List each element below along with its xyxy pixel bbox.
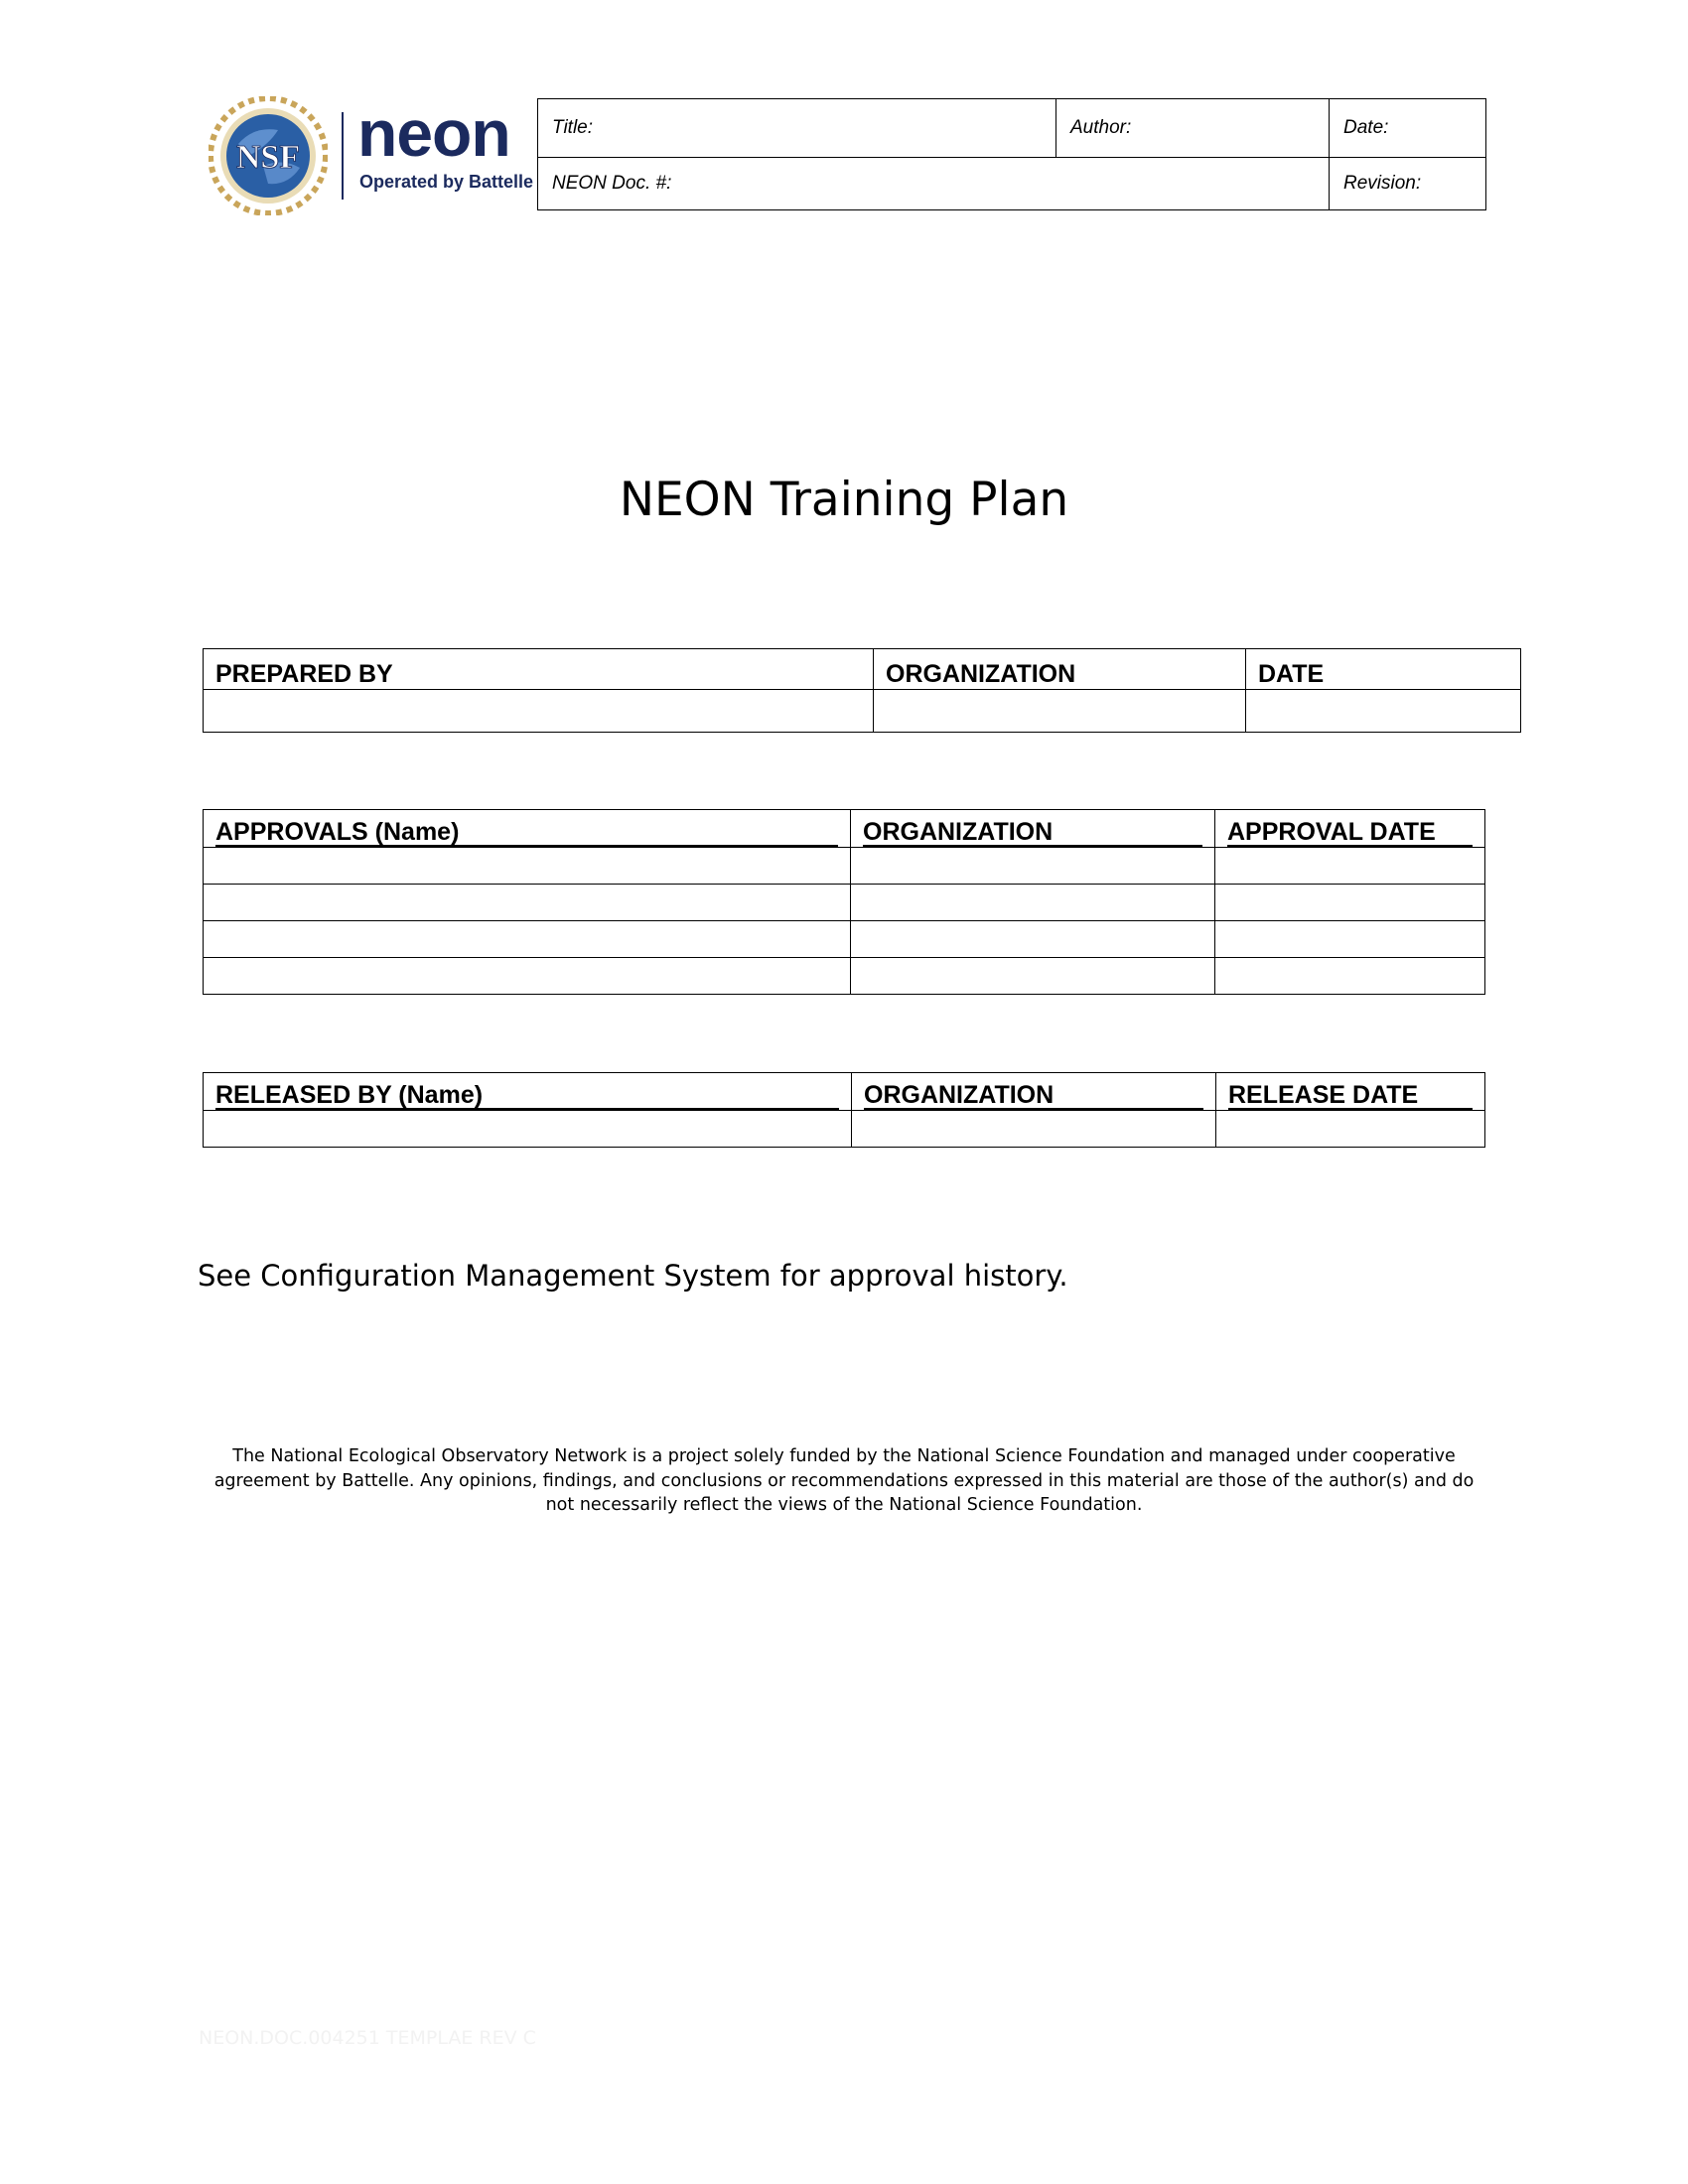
approval-date-cell[interactable] xyxy=(1215,921,1485,958)
table-row xyxy=(204,958,1485,995)
approval-name-cell[interactable] xyxy=(204,848,851,885)
approval-organization-cell[interactable] xyxy=(851,958,1215,995)
header-doc-number-label: NEON Doc. #: xyxy=(552,173,672,194)
released-organization-cell[interactable] xyxy=(852,1111,1216,1148)
header-date-label: Date: xyxy=(1343,117,1389,138)
approval-date-cell[interactable] xyxy=(1215,848,1485,885)
released-date-header: RELEASE DATE xyxy=(1216,1073,1485,1111)
nsf-seal-icon xyxy=(209,96,328,215)
prepared-organization-cell[interactable] xyxy=(874,690,1246,733)
header-author-label: Author: xyxy=(1070,117,1132,138)
header-title-cell[interactable] xyxy=(538,99,1056,158)
header-title-label: Title: xyxy=(552,117,594,138)
document-title: NEON Training Plan xyxy=(619,473,1069,527)
approvals-organization-header: ORGANIZATION xyxy=(851,810,1215,848)
approvals-date-header: APPROVAL DATE xyxy=(1215,810,1485,848)
approval-date-cell[interactable] xyxy=(1215,958,1485,995)
released-name-cell[interactable] xyxy=(204,1111,852,1148)
prepared-date-cell[interactable] xyxy=(1246,690,1521,733)
released-organization-header: ORGANIZATION xyxy=(852,1073,1216,1111)
approval-name-cell[interactable] xyxy=(204,921,851,958)
header-doc-number-cell[interactable] xyxy=(538,158,1330,210)
prepared-by-table xyxy=(203,648,1521,733)
logo-divider xyxy=(342,112,344,200)
approval-date-cell[interactable] xyxy=(1215,885,1485,921)
footer-document-id: NEON.DOC.004251 TEMPLAE REV C xyxy=(199,2027,536,2049)
seal-text: NSF xyxy=(235,139,301,176)
released-date-cell[interactable] xyxy=(1216,1111,1485,1148)
prepared-date-header: DATE xyxy=(1246,649,1521,690)
table-row xyxy=(204,690,1521,733)
approvals-table xyxy=(203,809,1485,995)
table-row xyxy=(204,848,1485,885)
table-row xyxy=(204,885,1485,921)
header-author-cell[interactable] xyxy=(1056,99,1330,158)
prepared-organization-header: ORGANIZATION xyxy=(874,649,1246,690)
prepared-by-header: PREPARED BY xyxy=(204,649,874,690)
approval-name-cell[interactable] xyxy=(204,885,851,921)
released-by-table xyxy=(203,1072,1485,1148)
neon-wordmark: neon xyxy=(357,96,510,170)
header-revision-cell[interactable] xyxy=(1330,158,1486,210)
released-name-header: RELEASED BY (Name) xyxy=(204,1073,852,1111)
table-row xyxy=(204,921,1485,958)
approval-organization-cell[interactable] xyxy=(851,885,1215,921)
prepared-by-cell[interactable] xyxy=(204,690,874,733)
cms-note: See Configuration Management System for approval history. xyxy=(198,1259,1068,1293)
approval-organization-cell[interactable] xyxy=(851,848,1215,885)
disclaimer-text: The National Ecological Observatory Network is a project solely funded by the National Science Foundation and managed under cooperative agreement by Battelle. Any opinions, findings, and conclusions or recommendations expressed in this material are those of the author(s) and do not necessarily reflect the views of the National Science Foundation. xyxy=(213,1446,1475,1515)
logo-tagline: Operated by Battelle xyxy=(359,172,534,192)
approval-name-cell[interactable] xyxy=(204,958,851,995)
approval-organization-cell[interactable] xyxy=(851,921,1215,958)
approvals-name-header: APPROVALS (Name) xyxy=(204,810,851,848)
header-revision-label: Revision: xyxy=(1343,173,1422,194)
header-info-table xyxy=(537,98,1486,210)
table-row xyxy=(204,1111,1485,1148)
neon-nsf-logo xyxy=(209,94,534,218)
header-date-cell[interactable] xyxy=(1330,99,1486,158)
